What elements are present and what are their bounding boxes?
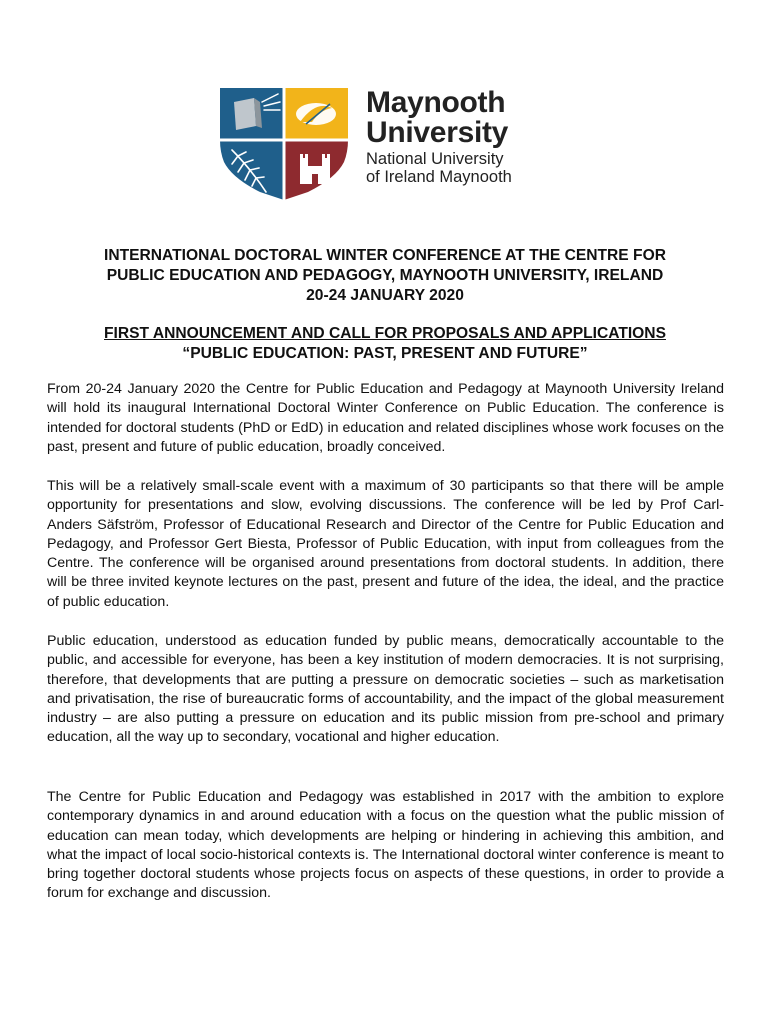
title-line-3: 20-24 JANUARY 2020: [306, 287, 464, 304]
title-line-1: INTERNATIONAL DOCTORAL WINTER CONFERENCE AT THE CENTRE FOR: [104, 247, 666, 264]
paragraph-format: This will be a relatively small-scale event with a maximum of 30 participants so that there will be ample opportunity for presentations and slow, evolving discussions. The conference will be led by Prof Carl-Anders Säfström, Professor of Educational Research and Director of the Centre for Public Education and Pedagogy, and Professor Gert Biesta, Professor of Public Education, with input from colleagues from the Centre. The conference will be organised around presentations from doctoral students. In addition, there will be three invited keynote lectures on the past, present and future of the idea, the ideal, and the practice of public education.: [47, 478, 724, 610]
paragraph-centre: The Centre for Public Education and Pedagogy was established in 2017 with the ambition to explore contemporary dynamics in and around education with a focus on the question what the public mission of education can mean today, which developments are helping or hindering in achieving this ambition, and what the impact of local socio-historical contexts is. The International doctoral winter conference is meant to bring together doctoral students whose projects focus on aspects of these questions, in order to provide a forum for exchange and discussion.: [47, 789, 724, 902]
announcement-line: FIRST ANNOUNCEMENT AND CALL FOR PROPOSALS AND APPLICATIONS: [104, 325, 666, 342]
paragraph-context: Public education, understood as education funded by public means, democratically accountable to the public, and accessible for everyone, has been a key institution of modern democracies. It is not surprising, therefore, that developments that are putting a pressure on democratic societies – such as marketisation and privatisation, the rise of bureaucratic forms of accountability, and the impact of the global measurement industry – are also putting a pressure on education and its public mission from pre-school and primary education, all the way up to secondary, vocational and higher education.: [47, 633, 724, 746]
university-wordmark: [366, 88, 566, 186]
conference-title: [40, 246, 730, 306]
theme-line: “PUBLIC EDUCATION: PAST, PRESENT AND FUTURE”: [182, 345, 588, 362]
logo-subline-national: National University: [366, 150, 504, 168]
paragraph-intro: From 20-24 January 2020 the Centre for Public Education and Pedagogy at Maynooth University Ireland will hold its inaugural International Doctoral Winter Conference on Public Education. The conference is intended for doctoral students (PhD or EdD) in education and related disciplines whose work focuses on the past, present and future of public education, broadly conceived.: [47, 381, 724, 455]
logo-line-university: University: [366, 116, 509, 149]
university-crest-icon: [220, 88, 348, 200]
logo-line-maynooth: Maynooth: [366, 86, 506, 119]
university-logo: [220, 88, 560, 203]
announcement-heading: [40, 324, 730, 364]
title-line-2: PUBLIC EDUCATION AND PEDAGOGY, MAYNOOTH UNIVERSITY, IRELAND: [106, 267, 664, 284]
logo-subline-ireland: of Ireland Maynooth: [366, 168, 512, 186]
